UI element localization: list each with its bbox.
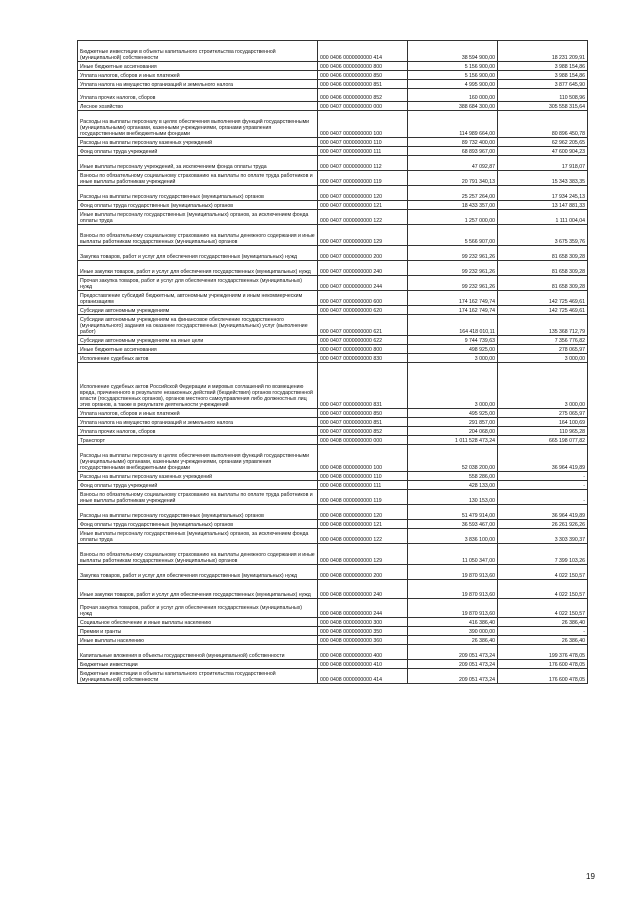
row-approved: 130 153,00 [408,490,498,505]
table-row [78,71,588,80]
row-approved: 558 286,00 [408,472,498,481]
row-executed: 110 508,96 [498,89,588,102]
row-name: Уплата налога на имущество организаций и земельного налога [78,418,318,427]
row-executed: 176 600 478,05 [498,660,588,669]
table-row [78,261,588,276]
row-executed: 4 022 150,57 [498,599,588,618]
row-code: 000 0407 0000000000 000 [318,102,408,111]
row-name: Уплата налогов, сборов и иных платежей [78,71,318,80]
row-name: Фонд оплаты труда государственных (муниципальных) органов [78,520,318,529]
row-approved: 5 566 907,00 [408,225,498,246]
table-row [78,409,588,418]
row-approved: 428 133,00 [408,481,498,490]
row-executed: 3 988 154,86 [498,71,588,80]
table-row [78,138,588,147]
row-executed: 36 964 419,89 [498,445,588,472]
row-code: 000 0407 0000000000 200 [318,246,408,261]
table-row [78,505,588,520]
row-name: Расходы на выплаты персоналу государственных (муниципальных) органов [78,505,318,520]
row-approved: 51 479 914,00 [408,505,498,520]
table-row [78,636,588,645]
row-approved: 498 925,00 [408,345,498,354]
row-code: 000 0408 0000000000 414 [318,669,408,684]
row-name: Социальное обеспечение и иные выплаты населению [78,618,318,627]
row-code: 000 0407 0000000000 831 [318,363,408,409]
row-code: 000 0408 0000000000 111 [318,481,408,490]
row-name: Иные закупки товаров, работ и услуг для обеспечения государственных (муниципальных) нужд [78,580,318,599]
row-code: 000 0407 0000000000 100 [318,111,408,138]
row-executed: 26 261 926,26 [498,520,588,529]
row-executed: 4 022 150,57 [498,580,588,599]
row-name: Фонд оплаты труда учреждений [78,147,318,156]
row-approved: 18 433 357,00 [408,201,498,210]
row-name: Расходы на выплаты персоналу в целях обеспечения выполнения функций государственными (муниципальными) органами, казенными учреждениями, органами управления государственными внебюджетными фондами [78,445,318,472]
table-row [78,62,588,71]
table-row [78,645,588,660]
table-row [78,41,588,62]
row-executed: 176 600 478,05 [498,669,588,684]
row-name: Уплата прочих налогов, сборов [78,427,318,436]
table-row [78,201,588,210]
row-code: 000 0407 0000000000 852 [318,427,408,436]
row-approved: 38 594 900,00 [408,41,498,62]
row-name: Лесное хозяйство [78,102,318,111]
row-code: 000 0407 0000000000 244 [318,276,408,291]
table-row [78,529,588,544]
row-name: Расходы на выплаты персоналу казенных учреждений [78,472,318,481]
row-executed: 199 376 478,05 [498,645,588,660]
row-name: Иные выплаты персоналу государственных (муниципальных) органов, за исключением фонда оплаты труда [78,210,318,225]
row-executed: 135 368 712,79 [498,315,588,336]
row-name: Взносы по обязательному социальному страхованию на выплаты по оплате труда работников и иные выплаты работникам учреждений [78,490,318,505]
row-name: Исполнение судебных актов [78,354,318,363]
row-approved: 47 092,87 [408,156,498,171]
row-code: 000 0407 0000000000 112 [318,156,408,171]
table-row [78,210,588,225]
row-code: 000 0407 0000000000 830 [318,354,408,363]
row-executed: 142 725 469,61 [498,306,588,315]
row-code: 000 0408 0000000000 200 [318,565,408,580]
row-approved: 209 051 473,24 [408,645,498,660]
row-executed: 3 303 390,37 [498,529,588,544]
table-row [78,306,588,315]
row-executed: 3 000,00 [498,354,588,363]
row-name: Иные выплаты населению [78,636,318,645]
row-approved: 3 836 100,00 [408,529,498,544]
row-code: 000 0407 0000000000 622 [318,336,408,345]
row-executed: 17 934 245,13 [498,186,588,201]
row-executed: 7 356 776,82 [498,336,588,345]
row-executed: 18 231 209,91 [498,41,588,62]
row-executed: 110 965,28 [498,427,588,436]
row-name: Предоставление субсидий бюджетным, автономным учреждениям и иным некоммерческим организациям [78,291,318,306]
row-name: Закупка товаров, работ и услуг для обеспечения государственных (муниципальных) нужд [78,565,318,580]
table-row [78,291,588,306]
row-approved: 416 386,40 [408,618,498,627]
row-approved: 160 000,00 [408,89,498,102]
row-name: Фонд оплаты труда учреждений [78,481,318,490]
row-code: 000 0407 0000000000 111 [318,147,408,156]
table-row [78,89,588,102]
row-name: Субсидии автономным учреждениям [78,306,318,315]
row-code: 000 0407 0000000000 129 [318,225,408,246]
table-row [78,315,588,336]
row-name: Исполнение судебных актов Российской Федерации и мировых соглашений по возмещению вреда, причиненного в результате незаконных действий (бездействия) органов государственной власти (государственных органов), органов местного самоуправления либо должностных лиц этих органов, а также в результате деятельности учреждений [78,363,318,409]
row-approved: 5 156 900,00 [408,71,498,80]
row-approved: 291 857,00 [408,418,498,427]
table-row [78,627,588,636]
row-code: 000 0407 0000000000 850 [318,409,408,418]
table-row [78,660,588,669]
row-executed: 665 198 077,82 [498,436,588,445]
row-approved: 89 732 400,00 [408,138,498,147]
row-name: Транспорт [78,436,318,445]
table-row [78,427,588,436]
table-row [78,472,588,481]
row-code: 000 0407 0000000000 800 [318,345,408,354]
row-name: Иные закупки товаров, работ и услуг для обеспечения государственных (муниципальных) нужд [78,261,318,276]
table-row [78,80,588,89]
table-row [78,111,588,138]
row-name: Закупка товаров, работ и услуг для обеспечения государственных (муниципальных) нужд [78,246,318,261]
row-code: 000 0408 0000000000 122 [318,529,408,544]
table-row [78,436,588,445]
table-row [78,490,588,505]
row-executed: - [498,490,588,505]
table-row [78,565,588,580]
row-executed: 7 399 103,26 [498,544,588,565]
budget-table [77,40,588,684]
row-code: 000 0407 0000000000 122 [318,210,408,225]
row-name: Бюджетные инвестиции [78,660,318,669]
table-row [78,481,588,490]
row-approved: 390 000,00 [408,627,498,636]
row-code: 000 0408 0000000000 100 [318,445,408,472]
row-executed: - [498,472,588,481]
row-code: 000 0407 0000000000 120 [318,186,408,201]
row-approved: 68 893 967,00 [408,147,498,156]
table-row [78,618,588,627]
page-number: 19 [586,872,595,881]
row-approved: 3 000,00 [408,363,498,409]
table-row [78,580,588,599]
row-name: Взносы по обязательному социальному страхованию на выплаты денежного содержания и иные выплаты работникам государственных (муниципальных) органов [78,544,318,565]
row-code: 000 0408 0000000000 410 [318,660,408,669]
row-code: 000 0407 0000000000 620 [318,306,408,315]
row-code: 000 0407 0000000000 600 [318,291,408,306]
row-approved: 99 232 961,26 [408,261,498,276]
row-executed: 26 386,40 [498,636,588,645]
table-row [78,225,588,246]
row-code: 000 0407 0000000000 121 [318,201,408,210]
row-executed: 81 658 309,28 [498,276,588,291]
row-code: 000 0406 0000000000 852 [318,89,408,102]
row-name: Бюджетные инвестиции в объекты капитального строительства государственной (муниципальной) собственности [78,669,318,684]
row-approved: 5 156 900,00 [408,62,498,71]
row-name: Взносы по обязательному социальному страхованию на выплаты по оплате труда работников и иные выплаты работникам учреждений [78,171,318,186]
row-approved: 19 870 913,60 [408,580,498,599]
row-executed: 62 962 205,65 [498,138,588,147]
row-executed: 4 022 150,57 [498,565,588,580]
row-approved: 3 000,00 [408,354,498,363]
row-name: Расходы на выплаты персоналу государственных (муниципальных) органов [78,186,318,201]
row-code: 000 0407 0000000000 240 [318,261,408,276]
table-row [78,276,588,291]
row-executed: 47 600 904,23 [498,147,588,156]
budget-table-body [78,41,588,684]
row-approved: 99 232 961,26 [408,276,498,291]
row-code: 000 0408 0000000000 360 [318,636,408,645]
row-approved: 19 870 913,60 [408,599,498,618]
row-approved: 209 051 473,24 [408,660,498,669]
row-name: Иные бюджетные ассигнования [78,62,318,71]
row-approved: 114 989 664,00 [408,111,498,138]
row-name: Субсидии автономным учреждениям на иные цели [78,336,318,345]
row-approved: 9 744 739,63 [408,336,498,345]
row-code: 000 0407 0000000000 621 [318,315,408,336]
row-approved: 4 995 900,00 [408,80,498,89]
row-name: Премии и гранты [78,627,318,636]
row-code: 000 0408 0000000000 240 [318,580,408,599]
row-executed: - [498,481,588,490]
row-code: 000 0408 0000000000 350 [318,627,408,636]
row-executed: 36 964 419,89 [498,505,588,520]
row-executed: 17 918,07 [498,156,588,171]
table-row [78,363,588,409]
row-executed: 3 988 154,86 [498,62,588,71]
row-executed: 26 386,40 [498,618,588,627]
row-code: 000 0407 0000000000 119 [318,171,408,186]
row-executed: 275 065,97 [498,409,588,418]
table-row [78,520,588,529]
table-row [78,544,588,565]
row-executed: - [498,627,588,636]
row-name: Расходы на выплаты персоналу в целях обеспечения выполнения функций государственными (муниципальными) органами, казенными учреждениями, органами управления государственными внебюджетными фондами [78,111,318,138]
row-code: 000 0408 0000000000 000 [318,436,408,445]
row-executed: 13 147 881,33 [498,201,588,210]
row-name: Уплата налога на имущество организаций и земельного налога [78,80,318,89]
row-approved: 388 684 300,00 [408,102,498,111]
row-name: Уплата прочих налогов, сборов [78,89,318,102]
row-code: 000 0408 0000000000 400 [318,645,408,660]
table-row [78,246,588,261]
row-code: 000 0406 0000000000 800 [318,62,408,71]
table-row [78,147,588,156]
row-approved: 174 162 749,74 [408,306,498,315]
row-executed: 3 675 359,76 [498,225,588,246]
row-approved: 11 050 347,00 [408,544,498,565]
row-name: Иные выплаты персоналу учреждений, за исключением фонда оплаты труда [78,156,318,171]
row-name: Уплата налогов, сборов и иных платежей [78,409,318,418]
row-approved: 1 011 528 473,24 [408,436,498,445]
row-executed: 305 558 315,64 [498,102,588,111]
row-executed: 3 877 645,90 [498,80,588,89]
row-approved: 1 257 000,00 [408,210,498,225]
row-executed: 81 658 309,28 [498,261,588,276]
row-executed: 1 111 004,04 [498,210,588,225]
row-code: 000 0406 0000000000 851 [318,80,408,89]
row-code: 000 0407 0000000000 851 [318,418,408,427]
row-code: 000 0408 0000000000 300 [318,618,408,627]
row-approved: 209 051 473,24 [408,669,498,684]
row-approved: 36 593 467,00 [408,520,498,529]
row-name: Фонд оплаты труда государственных (муниципальных) органов [78,201,318,210]
row-name: Иные бюджетные ассигнования [78,345,318,354]
table-row [78,336,588,345]
row-approved: 99 232 961,26 [408,246,498,261]
table-row [78,354,588,363]
row-approved: 26 386,40 [408,636,498,645]
row-code: 000 0408 0000000000 119 [318,490,408,505]
row-executed: 164 100,69 [498,418,588,427]
row-executed: 142 725 469,61 [498,291,588,306]
row-code: 000 0408 0000000000 121 [318,520,408,529]
table-row [78,171,588,186]
row-approved: 25 257 264,00 [408,186,498,201]
row-approved: 495 925,00 [408,409,498,418]
row-approved: 164 418 010,11 [408,315,498,336]
table-row [78,599,588,618]
row-name: Расходы на выплаты персоналу казенных учреждений [78,138,318,147]
row-name: Субсидии автономным учреждениям на финансовое обеспечение государственного (муниципального) задания на оказание государственных (муниципальных) услуг (выполнение работ) [78,315,318,336]
row-executed: 80 896 450,78 [498,111,588,138]
table-row [78,156,588,171]
row-approved: 19 870 913,60 [408,565,498,580]
row-name: Иные выплаты персоналу государственных (муниципальных) органов, за исключением фонда оплаты труда [78,529,318,544]
row-code: 000 0408 0000000000 129 [318,544,408,565]
row-code: 000 0407 0000000000 110 [318,138,408,147]
table-row [78,102,588,111]
table-row [78,669,588,684]
table-row [78,345,588,354]
row-name: Взносы по обязательному социальному страхованию на выплаты денежного содержания и иные выплаты работникам государственных (муниципальных) органов [78,225,318,246]
row-approved: 52 038 200,00 [408,445,498,472]
row-code: 000 0406 0000000000 414 [318,41,408,62]
row-code: 000 0408 0000000000 110 [318,472,408,481]
row-name: Прочая закупка товаров, работ и услуг для обеспечения государственных (муниципальных) нужд [78,276,318,291]
row-approved: 174 162 749,74 [408,291,498,306]
table-row [78,186,588,201]
row-executed: 81 658 309,28 [498,246,588,261]
row-executed: 15 343 383,35 [498,171,588,186]
row-executed: 3 000,00 [498,363,588,409]
row-code: 000 0408 0000000000 120 [318,505,408,520]
row-approved: 204 068,00 [408,427,498,436]
table-row [78,445,588,472]
row-name: Капитальные вложения в объекты государственной (муниципальной) собственности [78,645,318,660]
row-code: 000 0406 0000000000 850 [318,71,408,80]
table-row [78,418,588,427]
row-approved: 20 791 340,13 [408,171,498,186]
row-name: Прочая закупка товаров, работ и услуг для обеспечения государственных (муниципальных) нужд [78,599,318,618]
row-name: Бюджетные инвестиции в объекты капитального строительства государственной (муниципальной) собственности [78,41,318,62]
row-code: 000 0408 0000000000 244 [318,599,408,618]
row-executed: 278 065,97 [498,345,588,354]
